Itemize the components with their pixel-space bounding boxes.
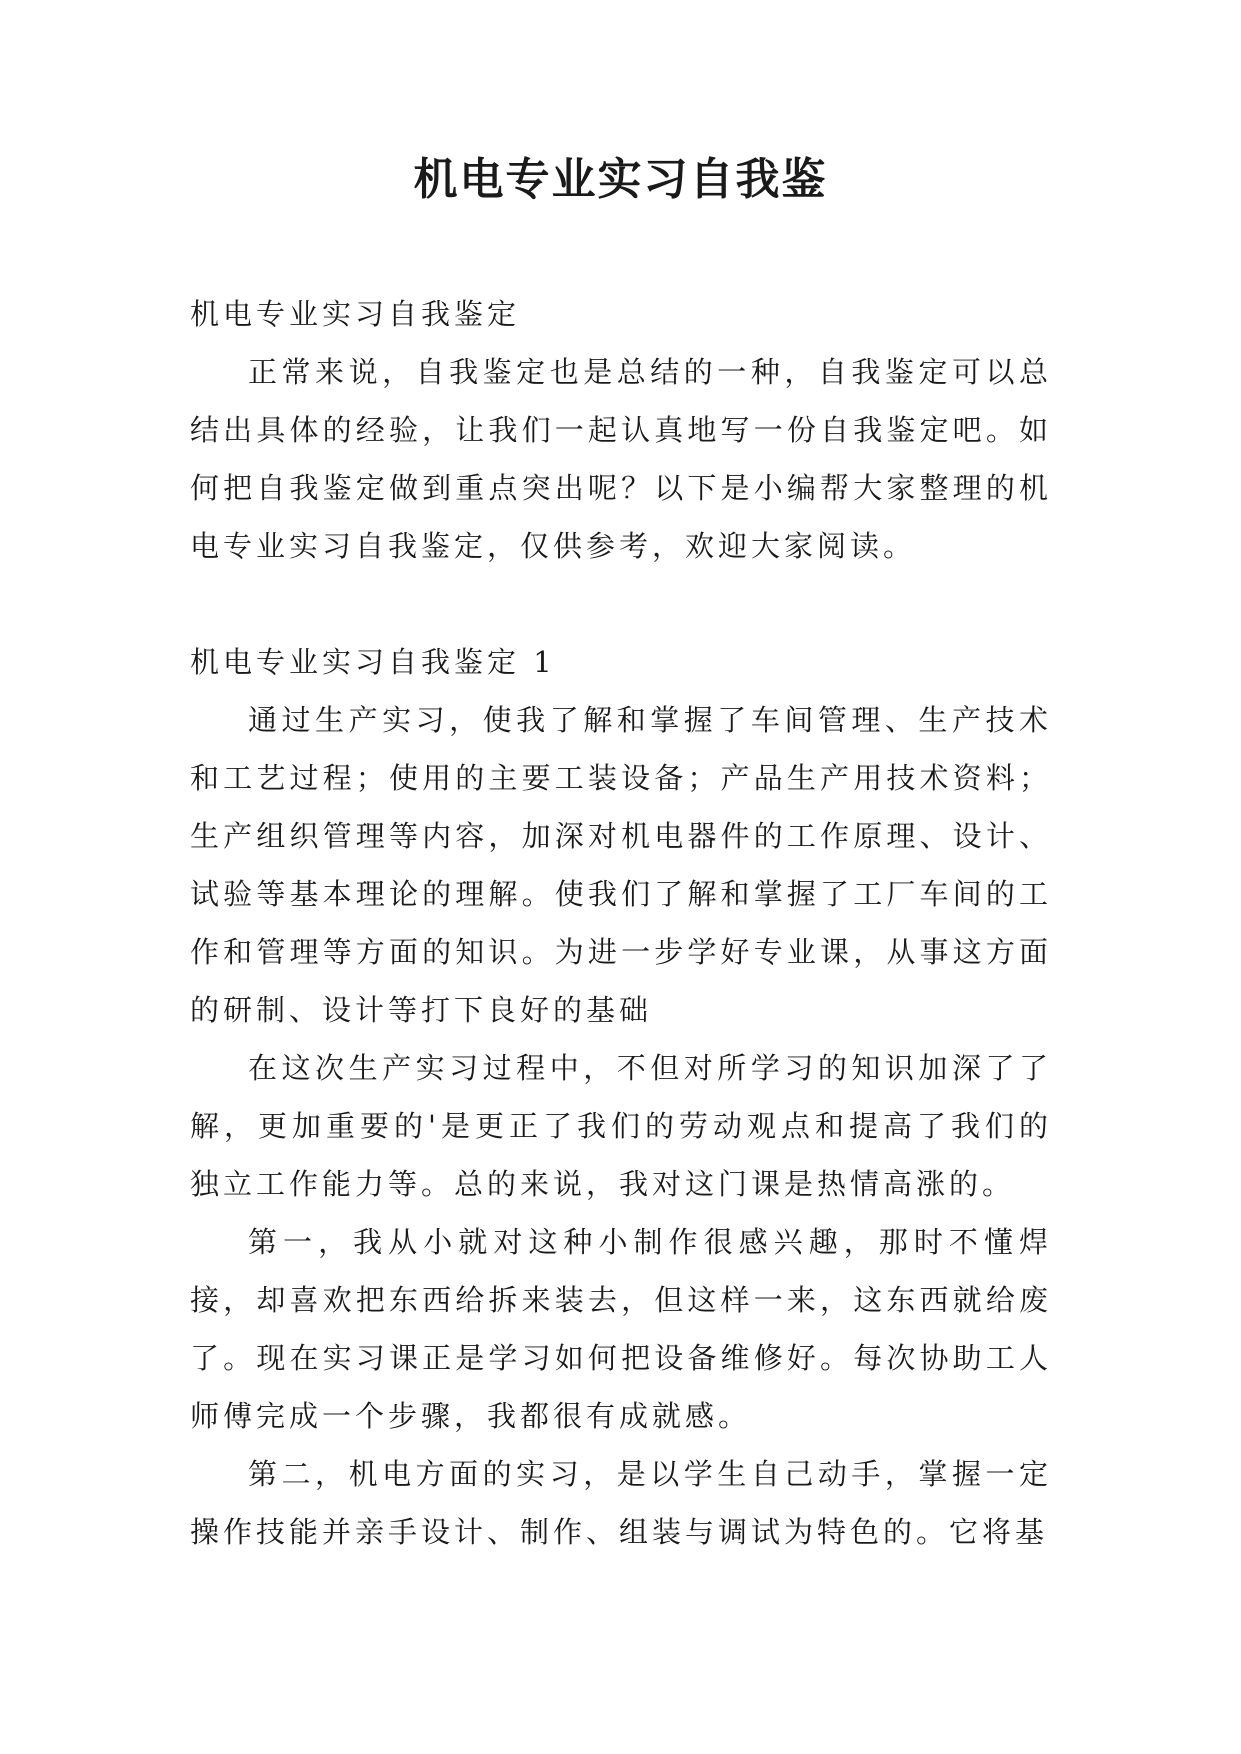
body-paragraph: 第一，我从小就对这种小制作很感兴趣，那时不懂焊接，却喜欢把东西给拆来装去，但这样一来，这东西就给废了。现在实习课正是学习如何把设备维修好。每次协助工人师傅完成一个步骤，我都很有成就感。 <box>190 1225 1052 1433</box>
intro-paragraph: 正常来说，自我鉴定也是总结的一种，自我鉴定可以总结出具体的经验，让我们一起认真地写一份自我鉴定吧。如何把自我鉴定做到重点突出呢？以下是小编帮大家整理的机电专业实习自我鉴定，仅供参考，欢迎大家阅读。 <box>190 355 1052 563</box>
section-heading: 机电专业实习自我鉴定 1 <box>190 645 556 679</box>
body-paragraph: 第二，机电方面的实习，是以学生自己动手，掌握一定操作技能并亲手设计、制作、组装与调试为特色的。它将基 <box>190 1457 1052 1549</box>
paragraph-gap <box>190 575 1052 633</box>
body-paragraph: 通过生产实习，使我了解和掌握了车间管理、生产技术和工艺过程；使用的主要工装设备；产品生产用技术资料；生产组织管理等内容，加深对机电器件的工作原理、设计、试验等基本理论的理解。使我们了解和掌握了工厂车间的工作和管理等方面的知识。为进一步学好专业课，从事这方面的研制、设计等打下良好的基础 <box>190 703 1052 1027</box>
document-title: 机电专业实习自我鉴 <box>413 154 828 205</box>
body-paragraph: 在这次生产实习过程中，不但对所学习的知识加深了了解，更加重要的'是更正了我们的劳动观点和提高了我们的独立工作能力等。总的来说，我对这门课是热情高涨的。 <box>190 1051 1052 1201</box>
intro-heading: 机电专业实习自我鉴定 <box>190 297 521 331</box>
document-body <box>190 285 1052 1561</box>
